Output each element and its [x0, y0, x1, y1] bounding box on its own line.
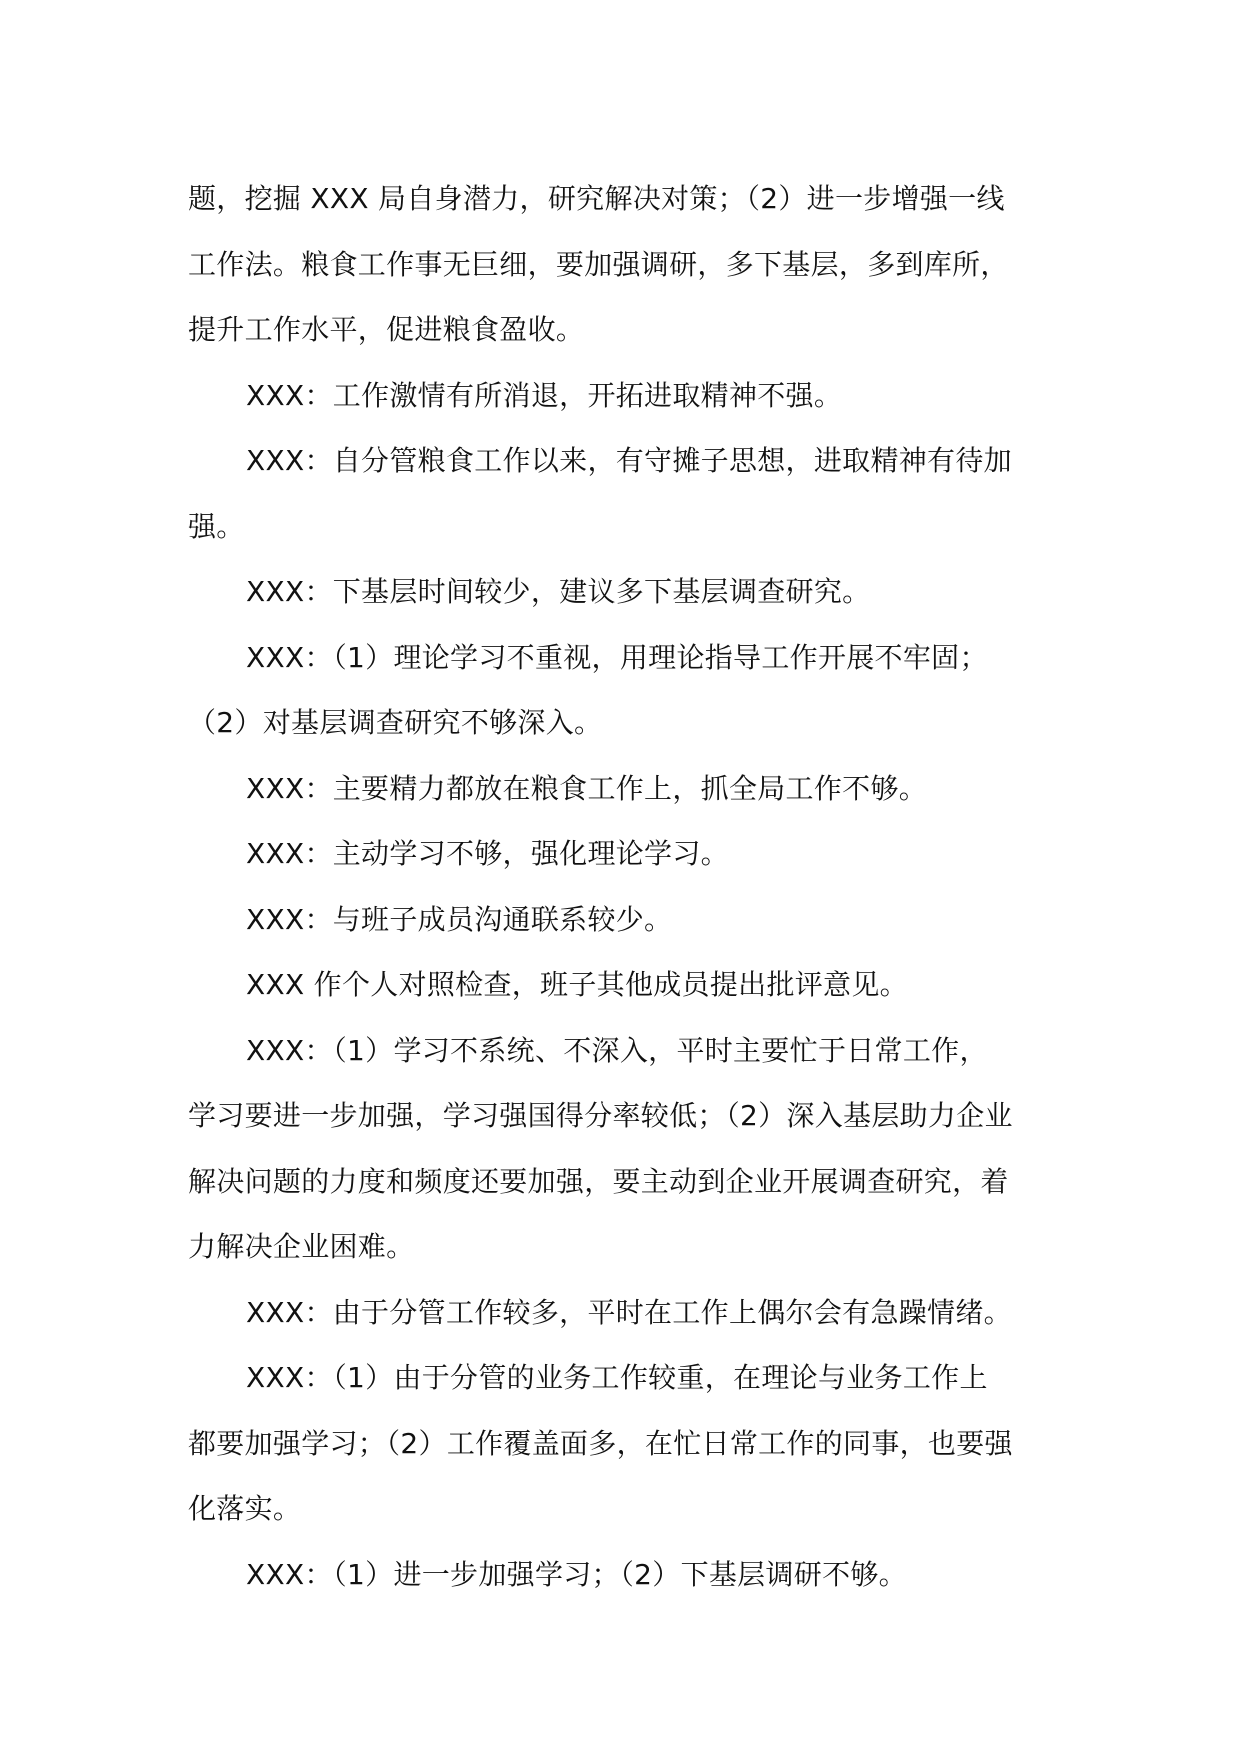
document-page [188, 166, 1068, 1607]
text-line: 提升工作水平，促进粮食盈收。 [188, 313, 585, 346]
text-line: 题，挖掘 XXX 局自身潜力，研究解决对策；（2）进一步增强一线 [188, 182, 1005, 215]
paragraph-start: XXX：（1）学习不系统、不深入，平时主要忙于日常工作， [246, 1033, 988, 1067]
paragraph-start: XXX：下基层时间较少，建议多下基层调查研究。 [246, 575, 871, 608]
text-line: 学习要进一步加强，学习强国得分率较低；（2）深入基层助力企业 [188, 1099, 1013, 1132]
paragraph-start: XXX：（1）进一步加强学习；（2）下基层调研不够。 [246, 1557, 907, 1591]
paragraph-start: XXX 作个人对照检查，班子其他成员提出批评意见。 [246, 968, 908, 1001]
text-line: 都要加强学习；（2）工作覆盖面多，在忙日常工作的同事，也要强 [188, 1426, 1013, 1460]
text-line: 强。 [188, 509, 245, 543]
paragraph-start: XXX：（1）由于分管的业务工作较重，在理论与业务工作上 [246, 1361, 988, 1394]
paragraph-start: XXX：工作激情有所消退，开拓进取精神不强。 [246, 378, 843, 412]
paragraph-start: XXX：主要精力都放在粮食工作上，抓全局工作不够。 [246, 771, 928, 805]
paragraph-start: XXX：主动学习不够，强化理论学习。 [246, 837, 729, 870]
paragraph-start: XXX：自分管粮食工作以来，有守摊子思想，进取精神有待加 [246, 444, 1012, 477]
text-line: 化落实。 [188, 1492, 302, 1525]
text-line: 力解决企业困难。 [188, 1230, 415, 1263]
text-line: 工作法。粮食工作事无巨细，要加强调研，多下基层，多到库所， [188, 247, 1009, 281]
text-line: （2）对基层调查研究不够深入。 [188, 706, 603, 739]
text-line: 解决问题的力度和频度还要加强，要主动到企业开展调查研究，着 [188, 1164, 1009, 1198]
paragraph-start: XXX：由于分管工作较多，平时在工作上偶尔会有急躁情绪。 [246, 1295, 1012, 1329]
paragraph-start: XXX：与班子成员沟通联系较少。 [246, 902, 673, 936]
paragraph-start: XXX：（1）理论学习不重视，用理论指导工作开展不牢固； [246, 640, 988, 674]
